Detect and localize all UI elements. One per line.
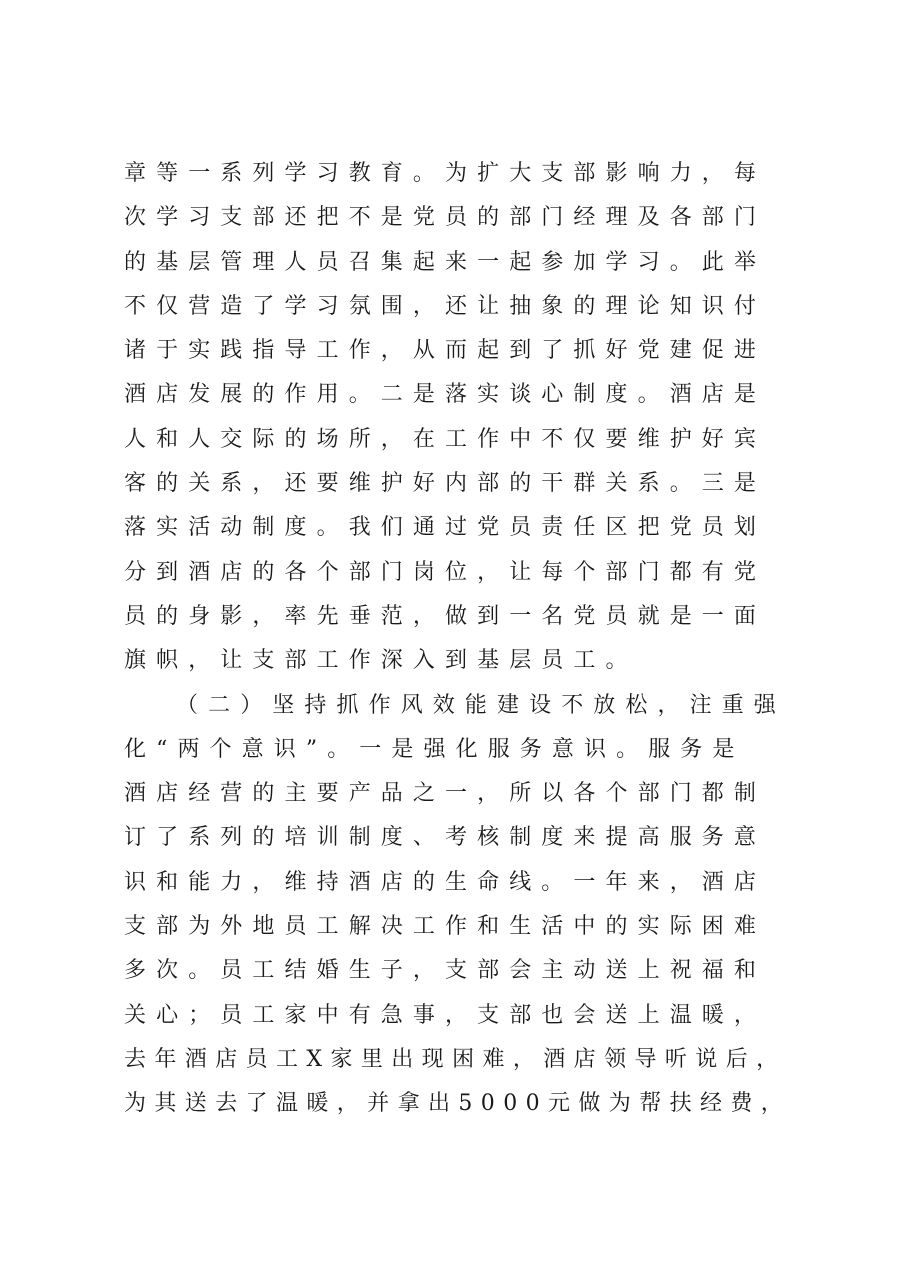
text-line: 去年酒店员工X家里出现困难，酒店领导听说后，	[124, 1046, 787, 1072]
text-line: 落实活动制度。我们通过党员责任区把党员划	[124, 515, 767, 541]
text-line: 人和人交际的场所，在工作中不仅要维护好宾	[124, 426, 767, 452]
text-line: 次学习支部还把不是党员的部门经理及各部门	[124, 205, 767, 231]
text-line: 订了系列的培训制度、考核制度来提高服务意	[124, 825, 767, 851]
text-line: 多次。员工结婚生子，支部会主动送上祝福和	[124, 958, 767, 984]
text-line: 诸于实践指导工作，从而起到了抓好党建促进	[124, 338, 767, 364]
text-line: 员的身影，率先垂范，做到一名党员就是一面	[124, 603, 767, 629]
text-line: 章等一系列学习教育。为扩大支部影响力，每	[124, 161, 767, 186]
text-line: 酒店经营的主要产品之一，所以各个部门都制	[124, 781, 767, 807]
text-line: 的基层管理人员召集起来一起参加学习。此举	[124, 249, 767, 275]
text-line: 客的关系，还要维护好内部的干群关系。三是	[124, 471, 767, 497]
text-line: 支部为外地员工解决工作和生活中的实际困难	[124, 914, 767, 940]
text-line: 不仅营造了学习氛围，还让抽象的理论知识付	[124, 293, 767, 319]
text-line: 酒店发展的作用。二是落实谈心制度。酒店是	[124, 382, 767, 408]
text-line: 旗帜，让支部工作深入到基层员工。	[124, 648, 638, 674]
text-line: 关心；员工家中有急事，支部也会送上温暖，	[124, 1002, 767, 1028]
text-line: 化“两个意识”。一是强化服务意识。服务是	[124, 736, 745, 762]
text-line: 识和能力，维持酒店的生命线。一年来，酒店	[124, 869, 767, 895]
paragraph-heading-line: （二）坚持抓作风效能建设不放松，注重强	[176, 692, 786, 718]
text-line: 为其送去了温暖，并拿出5000元做为帮扶经费，	[124, 1091, 792, 1117]
document-body	[124, 152, 792, 1127]
text-line: 分到酒店的各个部门岗位，让每个部门都有党	[124, 559, 767, 585]
